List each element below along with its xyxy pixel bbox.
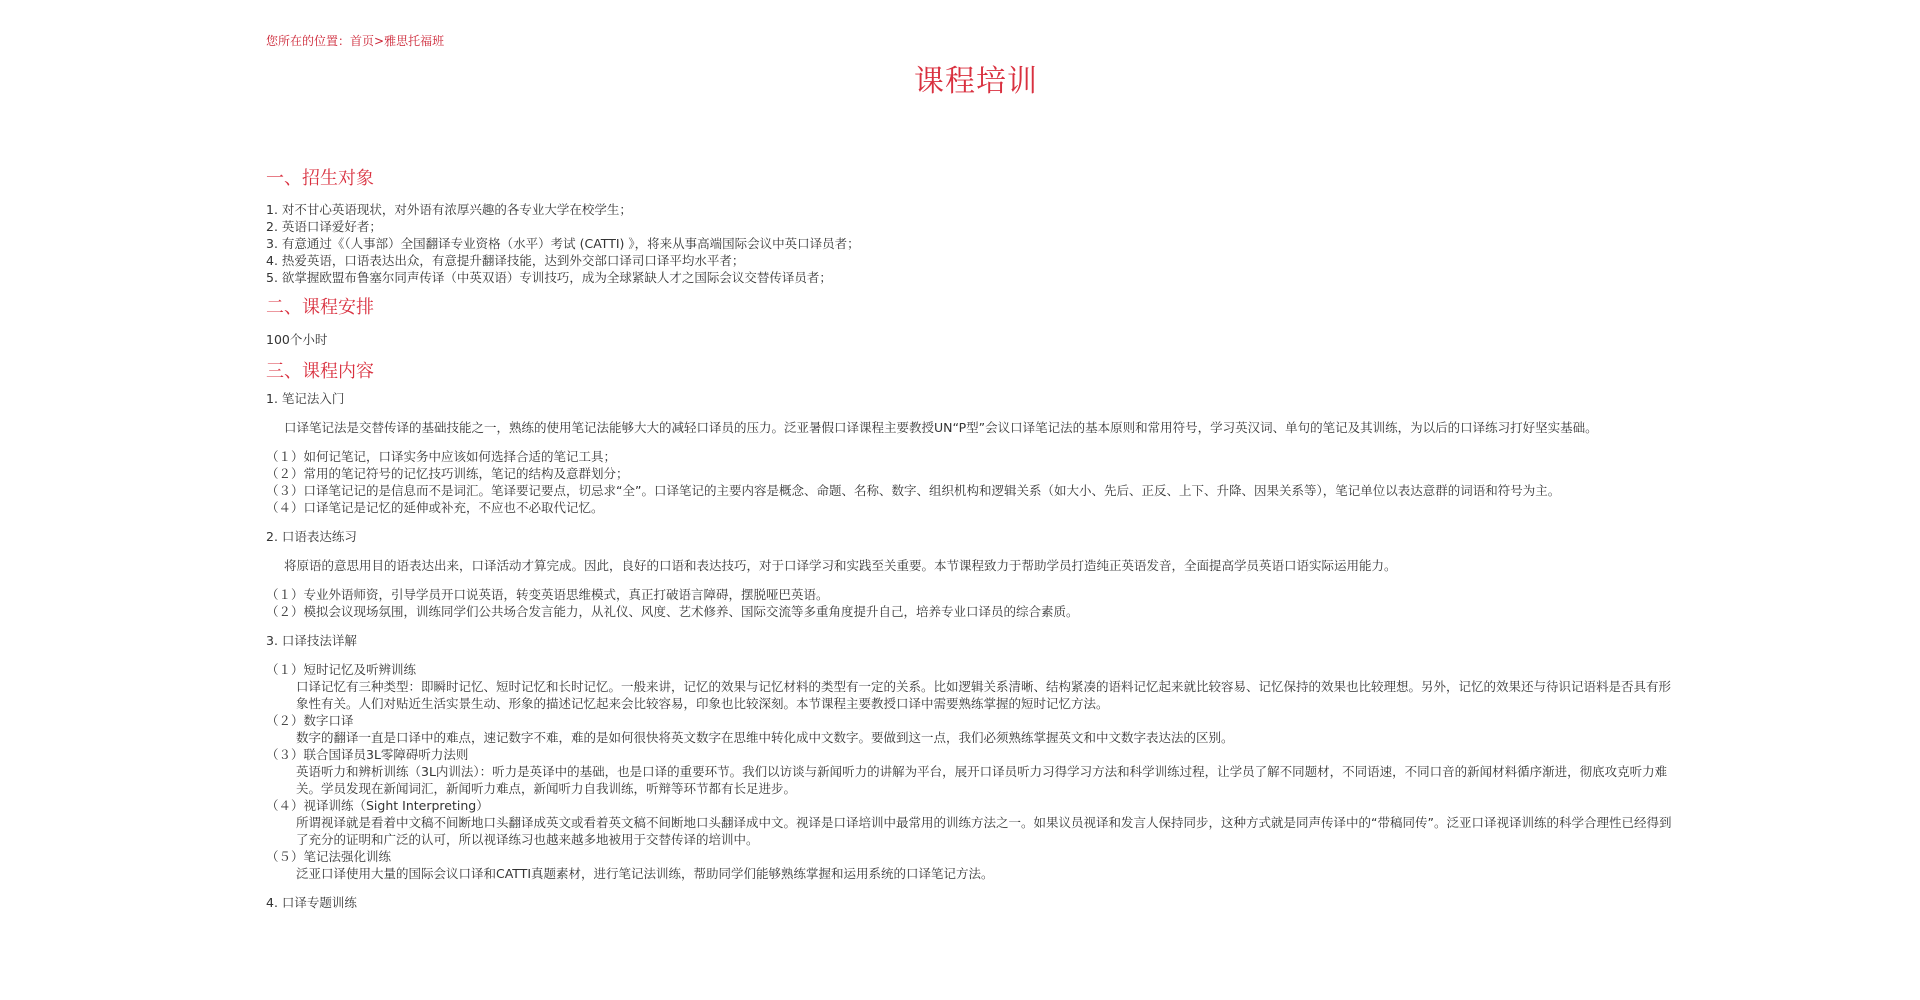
section-heading-content: 三、课程内容 [266, 361, 374, 382]
technique-body: 泛亚口译使用大量的国际会议口译和CATTI真题素材，进行笔记法训练，帮助同学们能够熟练掌握和运用系统的口译笔记方法。 [296, 866, 994, 881]
subsection-title-techniques: 3. 口译技法详解 [266, 633, 357, 648]
oral-list [266, 586, 1676, 620]
breadcrumb-separator: > [374, 34, 385, 48]
technique-body: 英语听力和辨析训练（3L内训法）：听力是英译中的基础，也是口译的重要环节。我们以访谈与新闻听力的讲解为平台，展开口译员听力习得学习方法和科学训练过程，让学员了解不同题材，不同语速，不同口音的新闻材料循序渐进，彻底攻克听力难关。学员发现在新闻词汇，新闻听力难点，新闻听力自我训练，听辩等环节都有长足进步。 [296, 764, 1668, 796]
technique-item [266, 746, 1676, 797]
technique-body: 所谓视译就是看着中文稿不间断地口头翻译成英文或看着英文稿不间断地口头翻译成中文。视译是口译培训中最常用的训练方法之一。如果议员视译和发言人保持同步，这种方式就是同声传译中的“带稿同传”。泛亚口译视译训练的科学合理性已经得到了充分的证明和广泛的认可，所以视译练习也越来越多地被用于交替传译的培训中。 [296, 815, 1672, 847]
breadcrumb-home-link[interactable]: 首页 [350, 34, 375, 48]
technique-title: （４）视译训练（Sight Interpreting） [266, 798, 489, 813]
list-item: （４）口译笔记是记忆的延伸或补充，不应也不必取代记忆。 [266, 500, 604, 515]
technique-item [266, 848, 1676, 882]
subsection-title-topics: 4. 口译专题训练 [266, 895, 357, 910]
paragraph-oral-intro: 将原语的意思用目的语表达出来，口译活动才算完成。因此，良好的口语和表达技巧，对于口译学习和实践至关重要。本节课程致力于帮助学员打造纯正英语发音，全面提高学员英语口语实际运用能力。 [284, 558, 1397, 573]
breadcrumb-current-link[interactable]: 雅思托福班 [384, 34, 445, 48]
article-content [266, 167, 1676, 911]
breadcrumb [266, 32, 444, 49]
technique-item [266, 661, 1676, 712]
list-item: 1. 对不甘心英语现状，对外语有浓厚兴趣的各专业大学在校学生； [266, 202, 632, 217]
technique-title: （１）短时记忆及听辨训练 [266, 662, 417, 677]
list-item: 5. 欲掌握欧盟布鲁塞尔同声传译（中英双语）专训技巧，成为全球紧缺人才之国际会议交替传译员者； [266, 270, 832, 285]
enrollment-list [266, 201, 1676, 286]
technique-body: 数字的翻译一直是口译中的难点，速记数字不难，难的是如何很快将英文数字在思维中转化成中文数字。要做到这一点，我们必须熟练掌握英文和中文数字表达法的区别。 [296, 730, 1234, 745]
list-item: 2. 英语口译爱好者； [266, 219, 382, 234]
page-title: 课程培训 [914, 64, 1038, 99]
breadcrumb-prefix: 您所在的位置： [266, 34, 351, 48]
list-item: 4. 热爱英语，口语表达出众，有意提升翻译技能，达到外交部口译司口译平均水平者； [266, 253, 745, 268]
subsection-title-oral: 2. 口语表达练习 [266, 529, 357, 544]
technique-title: （３）联合国译员3L零障碍听力法则 [266, 747, 469, 762]
section-heading-schedule: 二、课程安排 [266, 297, 374, 318]
course-hours: 100个小时 [266, 332, 328, 347]
notes-list [266, 448, 1676, 516]
technique-body: 口译记忆有三种类型：即瞬时记忆、短时记忆和长时记忆。一般来讲，记忆的效果与记忆材料的类型有一定的关系。比如逻辑关系清晰、结构紧凑的语料记忆起来就比较容易、记忆保持的效果也比较理想。另外，记忆的效果还与待识记语料是否具有形象性有关。人们对贴近生活实景生动、形象的描述记忆起来会比较容易，印象也比较深刻。本节课程主要教授口译中需要熟练掌握的短时记忆方法。 [296, 679, 1672, 711]
list-item: （３）口译笔记记的是信息而不是词汇。笔译要记要点，切忌求“全”。口译笔记的主要内容是概念、命题、名称、数字、组织机构和逻辑关系（如大小、先后、正反、上下、升降、因果关系等），笔记单位以表达意群的词语和符号为主。 [266, 483, 1561, 498]
techniques-list [266, 661, 1676, 882]
paragraph-notes-intro: 口译笔记法是交替传译的基础技能之一，熟练的使用笔记法能够大大的减轻口译员的压力。泛亚暑假口译课程主要教授UN“P型”会议口译笔记法的基本原则和常用符号，学习英汉词、单句的笔记及其训练，为以后的口译练习打好坚实基础。 [284, 420, 1598, 435]
section-heading-enrollment: 一、招生对象 [266, 168, 374, 189]
subsection-title-notes: 1. 笔记法入门 [266, 391, 345, 406]
list-item: （２）模拟会议现场氛围，训练同学们公共场合发言能力，从礼仪、风度、艺术修养、国际交流等多重角度提升自己，培养专业口译员的综合素质。 [266, 604, 1079, 619]
technique-item [266, 797, 1676, 848]
technique-item [266, 712, 1676, 746]
list-item: （１）专业外语师资，引导学员开口说英语，转变英语思维模式，真正打破语言障碍，摆脱哑巴英语。 [266, 587, 829, 602]
list-item: （２）常用的笔记符号的记忆技巧训练，笔记的结构及意群划分； [266, 466, 629, 481]
technique-title: （５）笔记法强化训练 [266, 849, 392, 864]
list-item: （１）如何记笔记，口译实务中应该如何选择合适的笔记工具； [266, 449, 617, 464]
list-item: 3. 有意通过《（人事部）全国翻译专业资格（水平）考试 (CATTI) 》，将来从事高端国际会议中英口译员者； [266, 236, 860, 251]
technique-title: （２）数字口译 [266, 713, 354, 728]
